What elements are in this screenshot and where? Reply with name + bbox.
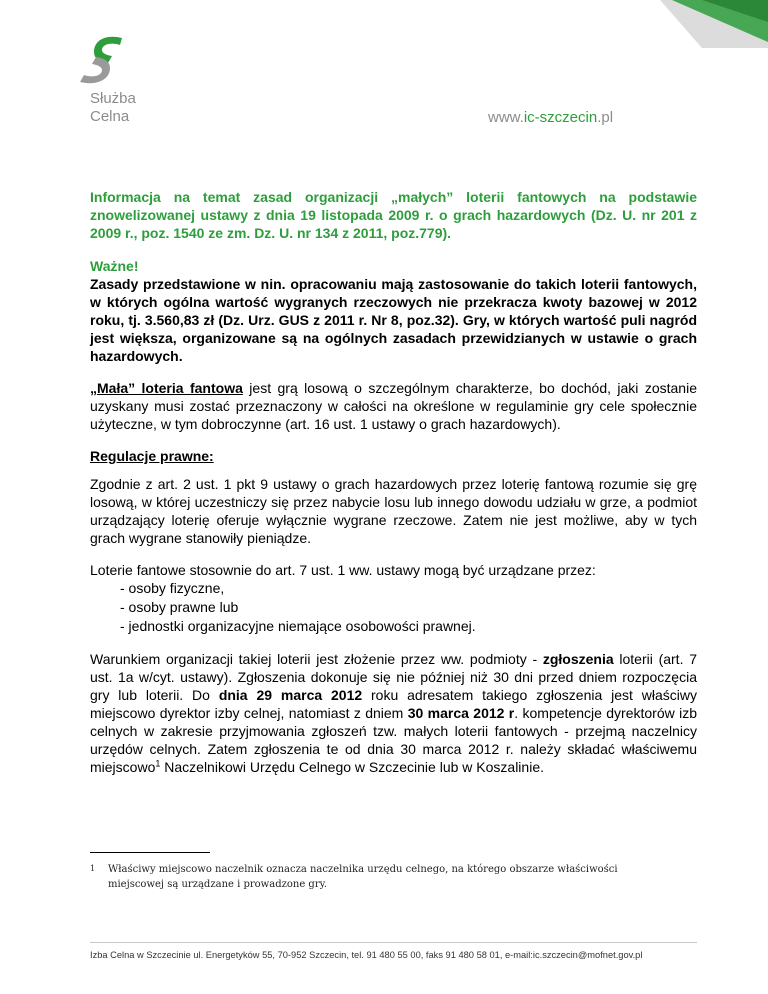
regulacje-heading: Regulacje prawne:	[90, 448, 214, 464]
logo-line-2: Celna	[90, 108, 130, 125]
important-label: Ważne!	[90, 258, 139, 274]
footnote-number: 1	[90, 864, 96, 873]
footnote-separator	[90, 852, 210, 853]
warunek-text: loterii (art. 7 ust. 1a w/cyt. ustawy). Zgłoszenia dokonuje się nie później niż 30 dni przed dniem rozpoczęcia gry lub loterii. Do	[90, 651, 697, 703]
logo-line-1: Służba	[90, 90, 136, 107]
entities-list	[90, 579, 697, 636]
important-note: Zasady przedstawione w nin. opracowaniu mają zastosowanie do takich loterii fantowych, w których ogólna wartość wygranych rzeczowych nie przekracza kwoty bazowej w 2012 roku, tj. 3.560,83 zł (Dz. Urz. GUS z 2011 r. Nr 8, poz.32). Gry, w których wartość puli nagród jest większa, organizowane są na ogólnych zasadach przewidzianych w ustawie o grach hazardowych.	[90, 276, 697, 364]
document-body	[90, 188, 697, 776]
regulacje-paragraph: Zgodnie z art. 2 ust. 1 pkt 9 ustawy o grach hazardowych przez loterię fantową rozumie się grę losową, w której uczestniczy się przez nabycie losu lub innego dowodu udziału w grze, a podmiot urządzający loterię oferuje wyłącznie wygrane rzeczowe. Zatem nie jest możliwe, aby w tych grach wygrane stanowiły pieniądze.	[90, 476, 697, 546]
mala-loteria-text: jest grą losową o szczególnym charakterze, bo dochód, jaki zostanie uzyskany musi zostać przeznaczony w całości na określone w regulaminie gry cele społecznie użyteczne, w tym dobroczynne (art. 16 ust. 1 ustawy o grach hazardowych).	[90, 380, 697, 432]
entities-intro: Loterie fantowe stosownie do art. 7 ust. 1 ww. ustawy mogą być urządzane przez:	[90, 562, 596, 578]
footnote-reference[interactable]: 1	[155, 758, 161, 769]
website-prefix: www.	[488, 109, 524, 126]
footnote	[90, 862, 650, 892]
list-item: - osoby prawne lub	[120, 599, 239, 615]
warunek-text: Naczelnikowi Urzędu Celnego w Szczecinie lub w Koszalinie.	[160, 759, 544, 775]
warunek-bold: 30 marca 2012 r	[407, 705, 515, 721]
list-item: - osoby fizyczne,	[120, 580, 225, 596]
website-suffix: .pl	[597, 109, 614, 126]
website-domain: ic-szczecin	[523, 109, 598, 126]
warunek-text: roku adresatem takiego zgłoszenia jest właściwy miejscowo dyrektor izby celnej, natomiast z dniem	[90, 687, 698, 721]
mala-loteria-paragraph	[90, 379, 697, 433]
mala-loteria-term: „Mała” loteria fantowa	[90, 380, 243, 396]
footer-separator	[90, 942, 697, 943]
list-item: - jednostki organizacyjne niemające osobowości prawnej.	[120, 618, 476, 634]
warunek-text: . kompetencje dyrektorów izb celnych w zakresie przyjmowania zgłoszeń tzw. małych loterii fantowych - przejmą naczelnicy urzędów celnych. Zatem zgłoszenia te od dnia 30 marca 2012 r. należy składać właściwemu miejscowo	[90, 705, 697, 775]
page-footer: Izba Celna w Szczecinie ul. Energetyków 55, 70-952 Szczecin, tel. 91 480 55 00, faks 91 480 58 01, e-mail:ic.szczecin@mofnet.gov.pl	[90, 950, 643, 960]
warunek-text: Warunkiem organizacji takiej loterii jest złożenie przez ww. podmioty -	[90, 651, 543, 667]
corner-decoration	[642, 0, 768, 48]
warunek-bold: dnia 29 marca 2012	[218, 687, 363, 703]
warunek-bold: zgłoszenia	[542, 651, 614, 667]
footnote-text: Właściwy miejscowo naczelnik oznacza naczelnika urzędu celnego, na którego obszarze właściwości miejscowej są urządzane i prowadzone gry.	[108, 864, 618, 890]
website-link[interactable]	[488, 109, 613, 126]
document-title: Informacja na temat zasad organizacji „małych” loterii fantowych na podstawie znowelizowanej ustawy z dnia 19 listopada 2009 r. o grach hazardowych (Dz. U. nr 201 z 2009 r., poz. 1540 ze zm. Dz. U. nr 134 z 2011, poz.779).	[90, 189, 697, 241]
warunek-paragraph	[90, 650, 697, 776]
logo-wordmark	[90, 90, 136, 126]
